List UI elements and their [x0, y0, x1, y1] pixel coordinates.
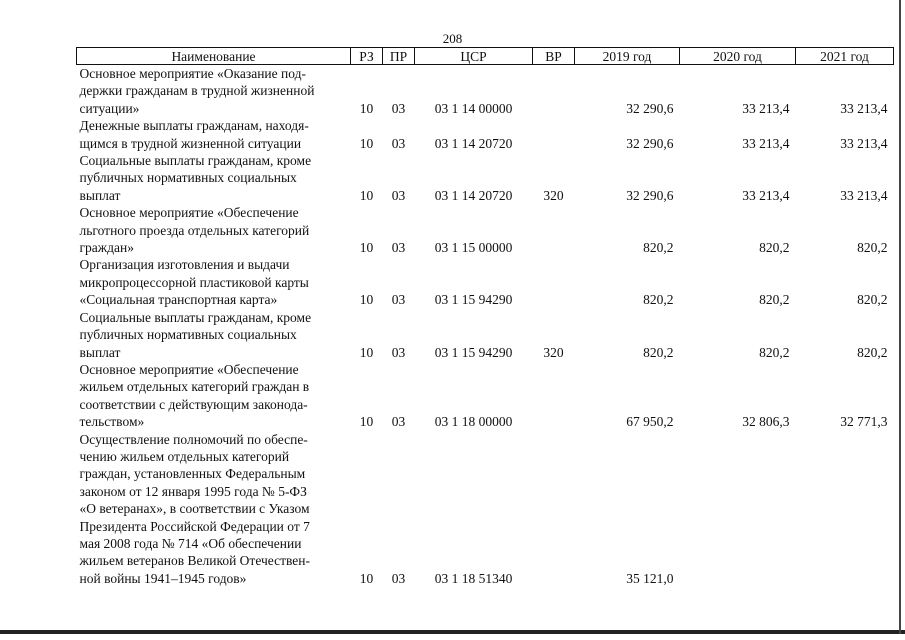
cell-y2019: 32 290,6 — [626, 187, 674, 203]
cell-pr: 03 — [391, 240, 406, 256]
cell-y2021 — [796, 431, 894, 588]
cell-y2021: 820,2 — [857, 344, 888, 360]
cell-rz: 10 — [359, 135, 374, 151]
cell-vr — [533, 361, 575, 431]
cell-name: Денежные выплаты гражданам, находя- щимся в трудной жизненной ситуации — [79, 118, 309, 151]
cell-rz: 10 — [359, 570, 374, 586]
budget-table — [76, 47, 894, 587]
header-name: Наименование — [77, 48, 351, 65]
cell-csr: 03 1 15 94290 — [434, 344, 513, 360]
cell-y2020: 32 806,3 — [742, 414, 790, 430]
table-row — [77, 65, 894, 118]
cell-pr: 03 — [391, 344, 406, 360]
cell-csr: 03 1 14 20720 — [434, 187, 513, 203]
cell-name: Организация изготовления и выдачи микропроцессорной пластиковой карты «Социальная транспортная карта» — [79, 257, 309, 308]
cell-name: Осуществление полномочий по обеспе- чению жильем отдельных категорий граждан, установленных Федеральным законом от 12 января 1995 года № 5-ФЗ «О ветеранах», в соответствии с Указом Президента Российской Федерации от 7 мая 2008 года № 714 «Об обеспечении жильем ветеранов Великой Отечествен- ной войны 1941–1945 годов» — [79, 431, 311, 586]
header-2020: 2020 год — [680, 48, 796, 65]
cell-y2021: 33 213,4 — [840, 187, 888, 203]
table-row — [77, 117, 894, 152]
cell-csr: 03 1 18 00000 — [434, 414, 513, 430]
bottom-border — [0, 630, 905, 634]
table-row — [77, 256, 894, 308]
cell-rz: 10 — [359, 187, 374, 203]
cell-rz: 10 — [359, 344, 374, 360]
table-row — [77, 431, 894, 588]
cell-y2019: 32 290,6 — [626, 135, 674, 151]
cell-y2019: 820,2 — [643, 292, 674, 308]
cell-name: Социальные выплаты гражданам, кроме публичных нормативных социальных выплат — [79, 309, 312, 360]
cell-y2019: 820,2 — [643, 344, 674, 360]
cell-y2020: 33 213,4 — [742, 135, 790, 151]
cell-vr: 320 — [543, 187, 564, 203]
header-rz: РЗ — [351, 48, 383, 65]
header-2021: 2021 год — [796, 48, 894, 65]
cell-csr: 03 1 15 00000 — [434, 240, 513, 256]
cell-name: Основное мероприятие «Обеспечение льготного проезда отдельных категорий граждан» — [79, 205, 310, 256]
page-number: 208 — [442, 31, 463, 46]
cell-pr: 03 — [391, 414, 406, 430]
cell-y2021: 820,2 — [857, 240, 888, 256]
cell-vr — [533, 256, 575, 308]
cell-pr: 03 — [391, 187, 406, 203]
cell-name: Основное мероприятие «Обеспечение жильем отдельных категорий граждан в соответствии с действующим законода- тельством» — [79, 361, 310, 430]
cell-vr — [533, 117, 575, 152]
table-row — [77, 309, 894, 361]
cell-y2020: 820,2 — [759, 344, 790, 360]
cell-y2019: 32 290,6 — [626, 100, 674, 116]
cell-name: Социальные выплаты гражданам, кроме публичных нормативных социальных выплат — [79, 153, 312, 203]
cell-y2019: 67 950,2 — [626, 414, 674, 430]
cell-y2020: 820,2 — [759, 240, 790, 256]
cell-y2021: 820,2 — [857, 292, 888, 308]
cell-y2020: 33 213,4 — [742, 187, 790, 203]
cell-vr — [533, 431, 575, 588]
cell-rz: 10 — [359, 414, 374, 430]
cell-rz: 10 — [359, 240, 374, 256]
cell-pr: 03 — [391, 292, 406, 308]
cell-y2020 — [680, 431, 796, 588]
cell-y2019: 35 121,0 — [626, 570, 674, 586]
table-row — [77, 361, 894, 431]
cell-vr — [533, 204, 575, 256]
cell-pr: 03 — [391, 100, 406, 116]
cell-csr: 03 1 15 94290 — [434, 292, 513, 308]
cell-rz: 10 — [359, 100, 374, 116]
table-row — [77, 204, 894, 256]
right-border — [899, 0, 901, 634]
header-vr: ВР — [533, 48, 575, 65]
cell-csr: 03 1 14 00000 — [434, 100, 513, 116]
cell-vr — [533, 65, 575, 118]
cell-vr: 320 — [543, 344, 564, 360]
table-row — [77, 152, 894, 204]
table-header — [77, 48, 894, 65]
header-csr: ЦСР — [415, 48, 533, 65]
header-2019: 2019 год — [575, 48, 680, 65]
header-pr: ПР — [383, 48, 415, 65]
cell-pr: 03 — [391, 135, 406, 151]
cell-rz: 10 — [359, 292, 374, 308]
table-body — [77, 65, 894, 588]
cell-y2020: 33 213,4 — [742, 100, 790, 116]
cell-csr: 03 1 18 51340 — [434, 570, 513, 586]
cell-name: Основное мероприятие «Оказание под- держки гражданам в трудной жизненной ситуации» — [79, 66, 315, 116]
cell-y2021: 33 213,4 — [840, 135, 888, 151]
cell-y2021: 32 771,3 — [840, 414, 888, 430]
cell-pr: 03 — [391, 570, 406, 586]
cell-y2020: 820,2 — [759, 292, 790, 308]
cell-y2019: 820,2 — [643, 240, 674, 256]
cell-y2021: 33 213,4 — [840, 100, 888, 116]
cell-csr: 03 1 14 20720 — [434, 135, 513, 151]
